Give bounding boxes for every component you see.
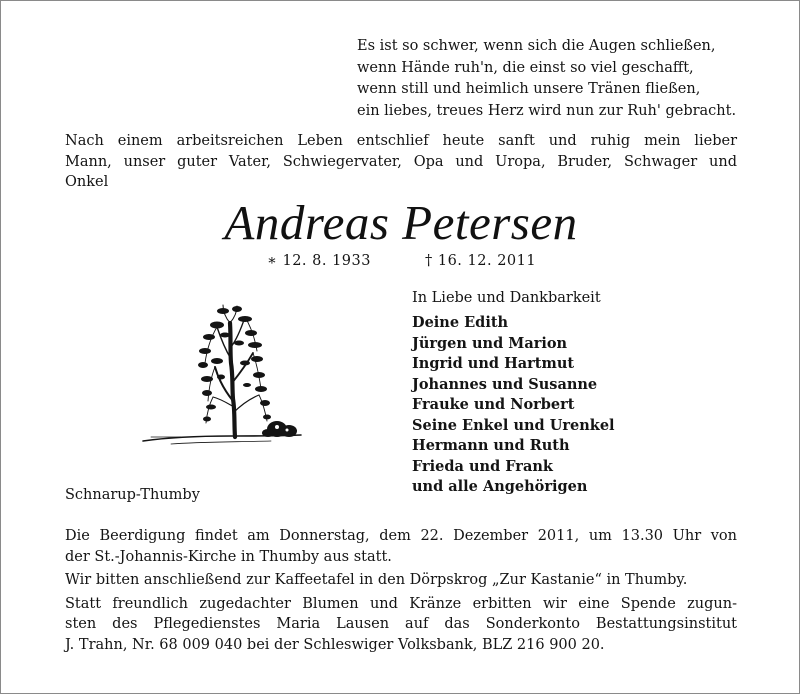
mourner-name: und alle Angehörigen: [412, 478, 588, 495]
funeral-line: Die Beerdigung findet am Donnerstag, dem 22. Dezember 2011, um 13.30 Uhr von: [65, 528, 737, 544]
mourner-name: Hermann und Ruth: [412, 437, 570, 454]
place-name: Schnarup-Thumby: [65, 487, 200, 503]
mourners-list: [412, 288, 742, 497]
poem-line: Es ist so schwer, wenn sich die Augen schließen,: [357, 38, 716, 54]
poem-line: wenn Hände ruh'n, die einst so viel geschafft,: [357, 59, 694, 76]
death-date: † 16. 12. 2011: [425, 253, 537, 269]
memorial-poem: [357, 36, 757, 122]
funeral-info: [65, 526, 737, 655]
deceased-name: Andreas Petersen: [224, 195, 578, 250]
mourners-greeting: In Liebe und Dankbarkeit: [412, 290, 601, 306]
poem-line: ein liebes, treues Herz wird nun zur Ruh' gebracht.: [357, 102, 737, 119]
intro-line: Nach einem arbeitsreichen Leben entschlief heute sanft und ruhig mein lieber: [65, 133, 737, 149]
birch-tree-icon: [141, 303, 303, 453]
intro-paragraph: [65, 131, 737, 193]
donation-line: Statt freundlich zugedachter Blumen und Kränze erbitten wir eine Spende zugun-: [65, 595, 737, 612]
mourner-name: Frauke und Norbert: [412, 396, 575, 413]
donation-line: sten des Pflegedienstes Maria Lausen auf das Sonderkonto Bestattungsinstitut: [65, 616, 737, 632]
intro-line: Onkel: [65, 174, 109, 190]
funeral-line: der St.-Johannis-Kirche in Thumby aus statt.: [65, 548, 392, 565]
coffee-line: Wir bitten anschließend zur Kaffeetafel in den Dörpskrog „Zur Kastanie“ in Thumby.: [65, 572, 688, 588]
mourner-name: Jürgen und Marion: [412, 334, 568, 352]
poem-line: wenn still und heimlich unsere Tränen fließen,: [357, 81, 701, 97]
donation-line: J. Trahn, Nr. 68 009 040 bei der Schleswiger Volksbank, BLZ 216 900 20.: [65, 636, 605, 653]
mourner-name: Deine Edith: [412, 314, 509, 331]
birth-date: ∗ 12. 8. 1933: [267, 253, 371, 269]
mourner-name: Ingrid und Hartmut: [412, 355, 575, 372]
intro-line: Mann, unser guter Vater, Schwiegervater, Opa und Uropa, Bruder, Schwager und: [65, 153, 737, 170]
mourner-name: Seine Enkel und Urenkel: [412, 416, 615, 434]
mourner-name: Frieda und Frank: [412, 457, 553, 475]
mourner-name: Johannes und Susanne: [412, 375, 598, 393]
